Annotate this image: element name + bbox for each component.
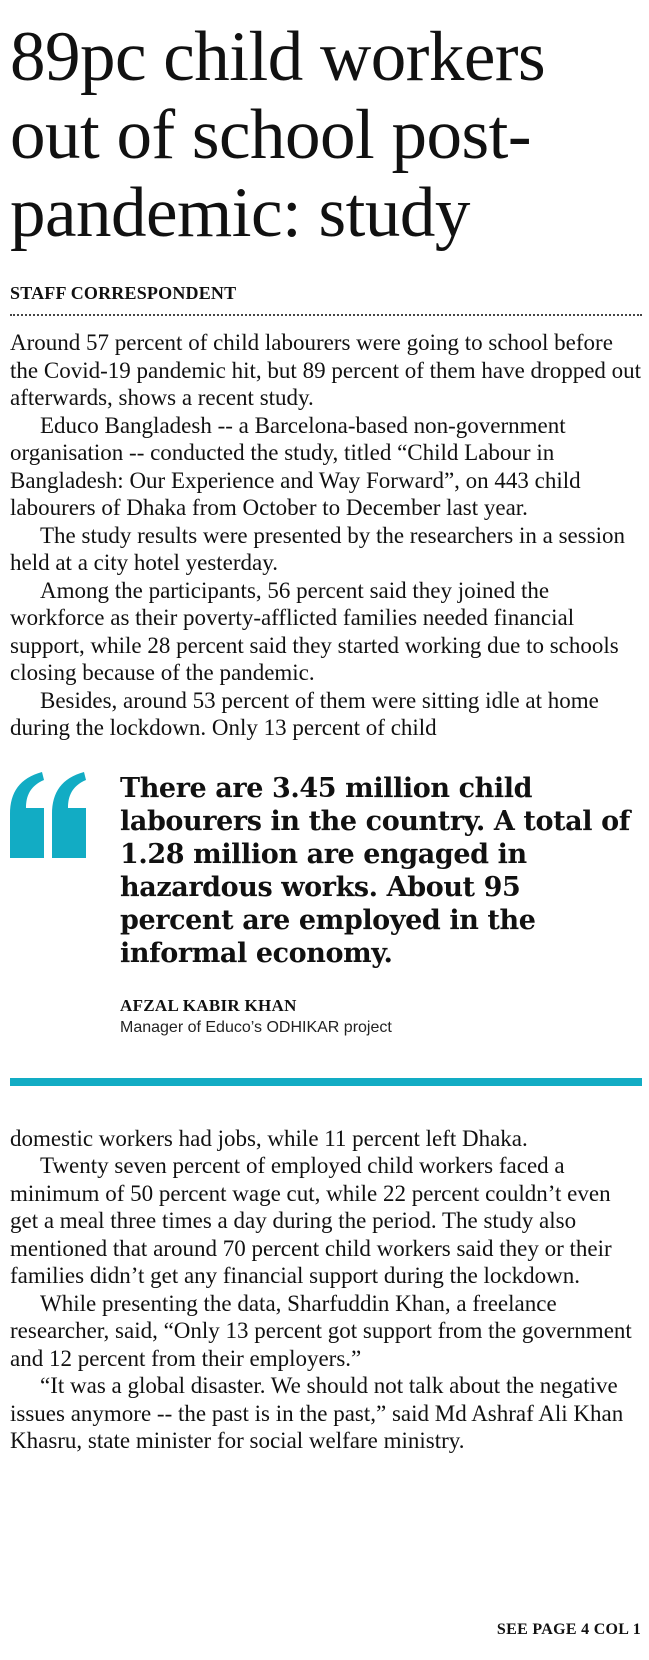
paragraph: Educo Bangladesh -- a Barcelona-based non-government organisation -- conducted the study, titled “Child Labour in Bangladesh: Our Experience and Way Forward”, on 443 child labourers of Dhaka from October to December last year.	[10, 412, 581, 520]
accent-divider	[10, 1078, 642, 1086]
continuation-reference: SEE PAGE 4 COL 1	[496, 1621, 641, 1638]
byline-divider	[10, 314, 642, 316]
headline: 89pc child workers out of school post- pandemic: study	[10, 18, 546, 252]
paragraph: The study results were presented by the researchers in a session held at a city hotel yesterday.	[10, 522, 626, 575]
paragraph: domestic workers had jobs, while 11 percent left Dhaka.	[10, 1125, 528, 1151]
body-text-part-1	[10, 329, 642, 742]
paragraph: Around 57 percent of child labourers were going to school before the Covid-19 pandemic hit, but 89 percent of them have dropped out afterwards, shows a recent study.	[10, 330, 642, 410]
pull-quote-attribution-name: AFZAL KABIR KHAN	[120, 995, 297, 1015]
pull-quote	[10, 772, 645, 1040]
byline: STAFF CORRESPONDENT	[10, 283, 237, 303]
pull-quote-text: There are 3.45 million child labourers in the country. A total of 1.28 million are engaged in hazardous works. About 95 percent are employed in the informal economy.	[120, 772, 630, 969]
paragraph: Among the participants, 56 percent said they joined the workforce as their poverty-afflicted families needed financial support, while 28 percent said they started working due to schools closing because of the pandemic.	[10, 577, 619, 685]
article	[10, 0, 645, 1455]
paragraph: While presenting the data, Sharfuddin Khan, a freelance researcher, said, “Only 13 percent got support from the government and 12 percent from their employers.”	[10, 1290, 632, 1371]
paragraph: Besides, around 53 percent of them were sitting idle at home during the lockdown. Only 13 percent of child	[10, 687, 599, 740]
paragraph: Twenty seven percent of employed child workers faced a minimum of 50 percent wage cut, while 22 percent couldn’t even get a meal three times a day during the period. The study also mentioned that around 70 percent child workers said they or their families didn’t get any financial support during the lockdown.	[10, 1153, 612, 1288]
body-text-part-2	[10, 1125, 642, 1455]
pull-quote-attribution-role: Manager of Educo’s ODHIKAR project	[120, 1018, 392, 1036]
paragraph: “It was a global disaster. We should not talk about the negative issues anymore -- the past is in the past,” said Md Ashraf Ali Khan Khasru, state minister for social welfare ministry.	[10, 1373, 624, 1453]
open-quote-icon	[10, 772, 88, 858]
